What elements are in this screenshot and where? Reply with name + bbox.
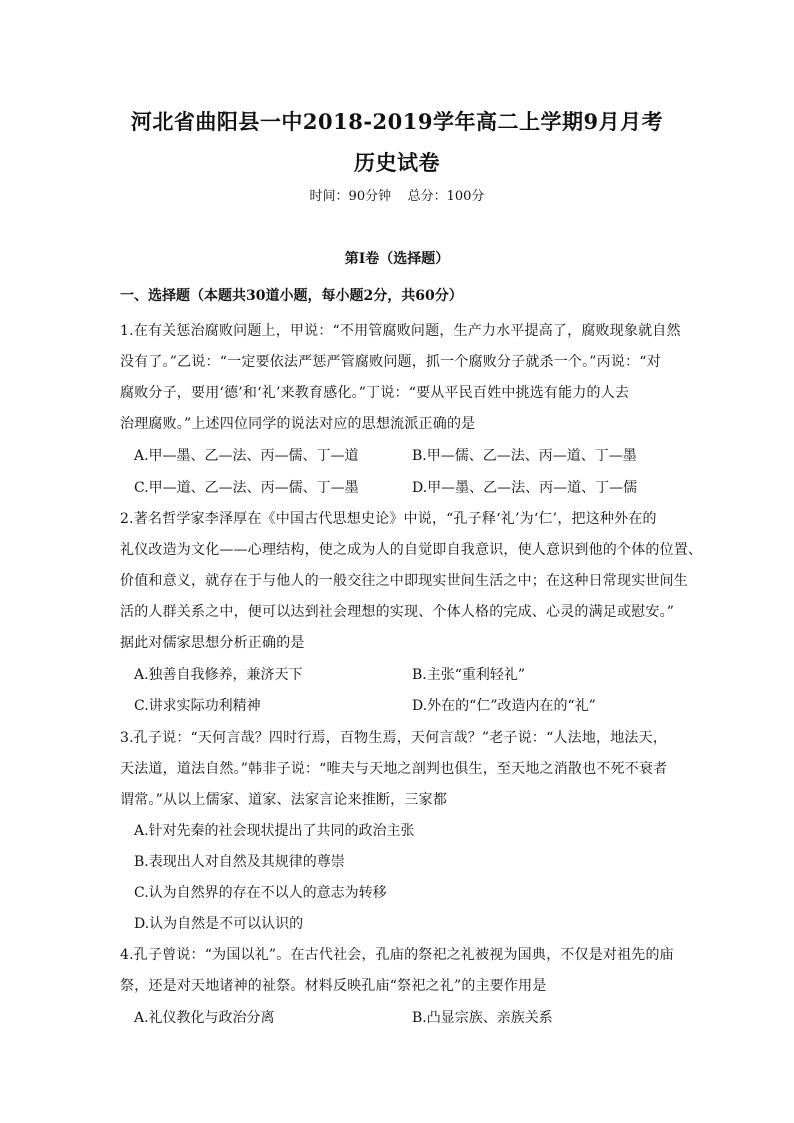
question-1-option-b: B.甲—儒、乙—法、丙—道、丁—墨: [412, 448, 637, 464]
question-3-option-d: D.认为自然是不可以认识的: [134, 916, 304, 932]
question-3-option-c: C.认为自然界的存在不以人的意志为转移: [134, 885, 387, 901]
question-3-line-1: 3.孔子说：“天何言哉？四时行焉，百物生焉，天何言哉？”老子说：“人法地，地法天，: [120, 730, 668, 746]
question-2-line-5: 据此对儒家思想分析正确的是: [120, 635, 305, 651]
question-2-line-3: 价值和意义，就存在于与他人的一般交往之中即现实世间生活之中；在这种日常现实世间生: [120, 573, 688, 589]
question-2-option-b: B.主张“重利轻礼”: [412, 667, 526, 683]
question-2-option-d: D.外在的“仁”改造内在的“礼”: [412, 698, 596, 714]
question-4-option-a: A.礼仪教化与政治分离: [134, 1010, 275, 1026]
question-2-line-4: 活的人群关系之中，便可以达到社会理想的实现、个体人格的完成、心灵的满足或慰安。”: [120, 604, 675, 620]
question-3-line-3: 谓常。”从以上儒家、道家、法家言论来推断，三家都: [120, 792, 447, 808]
part-heading: 一、选择题（本题共30道小题，每小题2分，共60分）: [120, 288, 463, 304]
question-2-line-2: 礼仪改造为文化——心理结构，使之成为人的自觉即自我意识，使人意识到他的个体的位置、: [120, 542, 703, 558]
question-4-option-b: B.凸显宗族、亲族关系: [412, 1010, 553, 1026]
question-2-option-a: A.独善自我修养，兼济天下: [134, 667, 303, 683]
question-1-line-3: 腐败分子，要用‘德’和‘礼’来教育感化。”丁说：“要从平民百姓中挑选有能力的人去: [120, 385, 630, 401]
question-1-line-1: 1.在有关惩治腐败问题上，甲说：“不用管腐败问题，生产力水平提高了，腐败现象就自然: [120, 323, 681, 339]
question-1-option-c: C.甲—道、乙—法、丙—儒、丁—墨: [134, 480, 359, 496]
question-1-line-2: 没有了。”乙说：“一定要依法严惩严管腐败问题，抓一个腐败分子就杀一个。”丙说：“对: [120, 354, 661, 370]
question-2-option-c: C.讲求实际功利精神: [134, 698, 261, 714]
question-1-line-4: 治理腐败。”上述四位同学的说法对应的思想流派正确的是: [120, 416, 476, 432]
question-4-line-1: 4.孔子曾说：“为国以礼”。在古代社会，孔庙的祭祀之礼被视为国典，不仅是对祖先的庙: [120, 947, 674, 963]
question-3-line-2: 天法道，道法自然。”韩非子说：“唯夫与天地之剖判也俱生，至天地之消散也不死不衰者: [120, 761, 668, 777]
question-1-option-a: A.甲—墨、乙—法、丙—儒、丁—道: [134, 448, 359, 464]
exam-title: 河北省曲阳县一中2018-2019学年高二上学期9月月考: [130, 109, 664, 134]
question-3-option-b: B.表现出人对自然及其规律的尊崇: [134, 854, 345, 870]
exam-meta: 时间：90分钟 总分：100分: [309, 189, 485, 204]
section-heading: 第Ⅰ卷（选择题）: [344, 251, 450, 267]
question-1-option-d: D.甲—墨、乙—法、丙—道、丁—儒: [412, 480, 638, 496]
question-4-line-2: 祭，还是对天地诸神的祉祭。材料反映孔庙“祭祀之礼”的主要作用是: [120, 978, 547, 994]
question-3-option-a: A.针对先秦的社会现状提出了共同的政治主张: [134, 823, 415, 839]
question-2-line-1: 2.著名哲学家李泽厚在《中国古代思想史论》中说，“孔子释‘礼’为‘仁’，把这种外在的: [120, 511, 657, 527]
exam-subtitle: 历史试卷: [354, 150, 440, 175]
